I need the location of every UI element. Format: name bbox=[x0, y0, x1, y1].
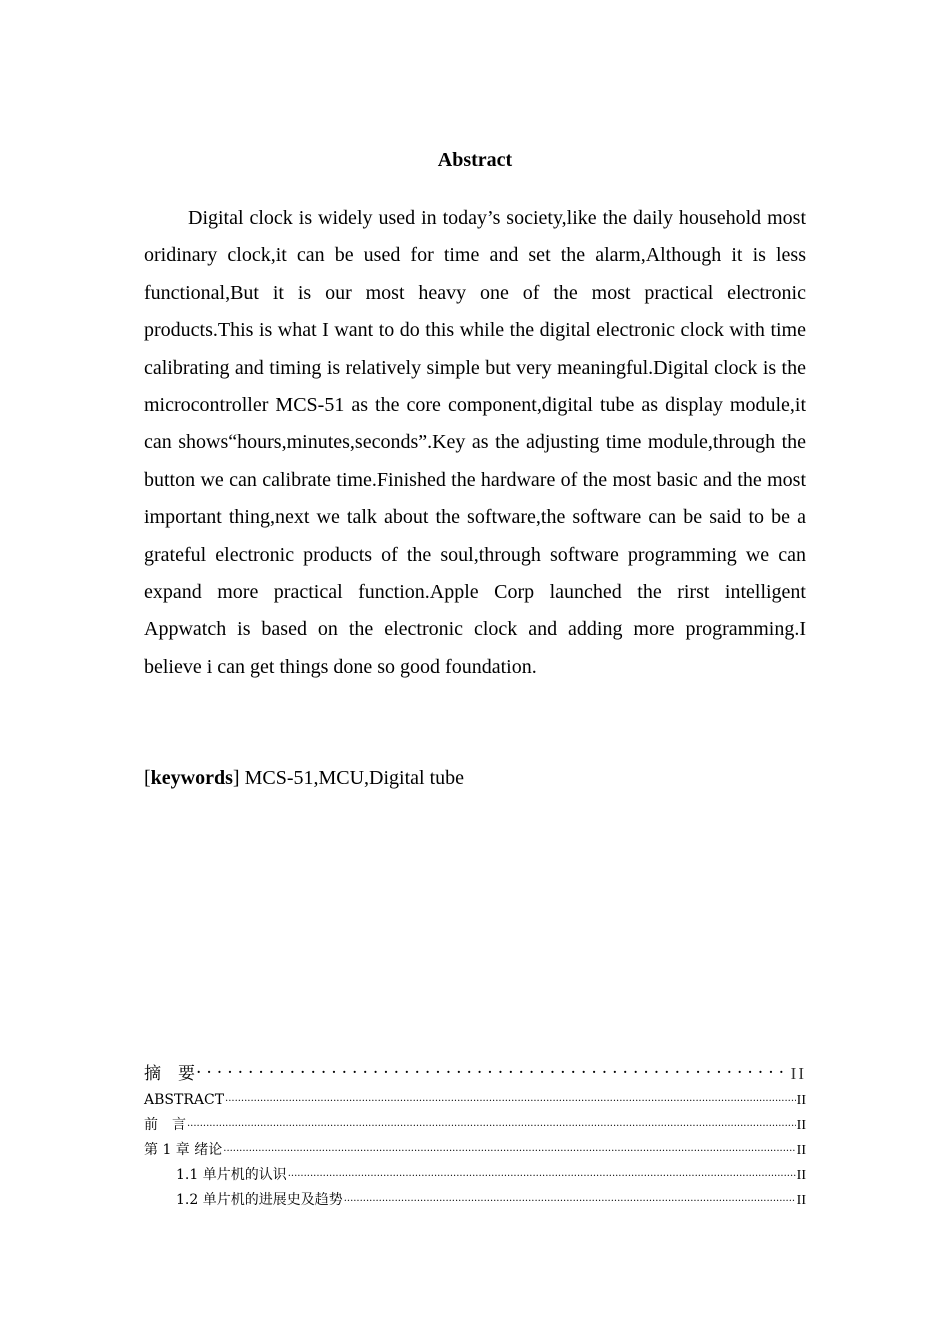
toc-entry-section-1-1[interactable] bbox=[144, 1163, 806, 1188]
toc-entry-page: II bbox=[790, 1064, 806, 1083]
toc-entry-label: 1.2 单片机的进展史及趋势 bbox=[176, 1192, 343, 1208]
toc-entry-label: 1.1 单片机的认识 bbox=[176, 1167, 287, 1183]
toc-entry-page: II bbox=[796, 1093, 806, 1108]
keywords-close-bracket: ] bbox=[232, 767, 240, 789]
toc-entry-label: 第 1 章 绪论 bbox=[144, 1142, 223, 1158]
toc-entry-preface[interactable] bbox=[144, 1113, 806, 1138]
toc-dot-leader bbox=[225, 1090, 796, 1104]
toc-dot-leader bbox=[344, 1190, 796, 1204]
toc-entry-abstract-cn[interactable] bbox=[144, 1060, 806, 1088]
toc-entry-label: ABSTRACT bbox=[144, 1092, 225, 1108]
keywords-label: keywords bbox=[150, 767, 233, 789]
table-of-contents bbox=[144, 1060, 806, 1213]
toc-dot-leader bbox=[187, 1115, 796, 1129]
toc-entry-page: II bbox=[796, 1193, 806, 1208]
keywords-open-bracket: [ bbox=[144, 767, 151, 789]
toc-dot-leader bbox=[288, 1165, 796, 1179]
keywords-line bbox=[144, 760, 806, 797]
toc-dot-leader bbox=[196, 1062, 790, 1079]
abstract-body: Digital clock is widely used in today’s society,like the daily household most oridinary clock,it can be used for time and set the alarm,Although it is less functional,But it is our most heavy one of the most practical electronic products.This is what I want to do this while the digital electronic clock with time calibrating and timing is relatively simple but very meaningful.Digital clock is the microcontroller MCS-51 as the core component,digital tube as display module,it can shows“hours,minutes,seconds”.Key as the adjusting time module,through the button we can calibrate time.Finished the hardware of the most basic and the most important thing,next we talk about the software,the software can be said to be a grateful electronic products of the soul,through software programming we can expand more practical function.Apple Corp launched the rirst intelligent Appwatch is based on the electronic clock and adding more programming.I believe i can get things done so good foundation. bbox=[144, 207, 806, 678]
toc-entry-label: 前 言 bbox=[144, 1117, 186, 1133]
toc-entry-chapter-1[interactable] bbox=[144, 1138, 806, 1163]
toc-entry-section-1-2[interactable] bbox=[144, 1188, 806, 1213]
toc-entry-label: 摘 要 bbox=[144, 1064, 195, 1084]
toc-entry-page: II bbox=[796, 1168, 806, 1183]
abstract-title: Abstract bbox=[437, 149, 513, 171]
toc-dot-leader bbox=[223, 1140, 795, 1154]
toc-entry-page: II bbox=[796, 1118, 806, 1133]
toc-entry-page: II bbox=[796, 1143, 806, 1158]
toc-entry-abstract-en[interactable] bbox=[144, 1088, 806, 1113]
keywords-value: MCS-51,MCU,Digital tube bbox=[239, 767, 465, 789]
